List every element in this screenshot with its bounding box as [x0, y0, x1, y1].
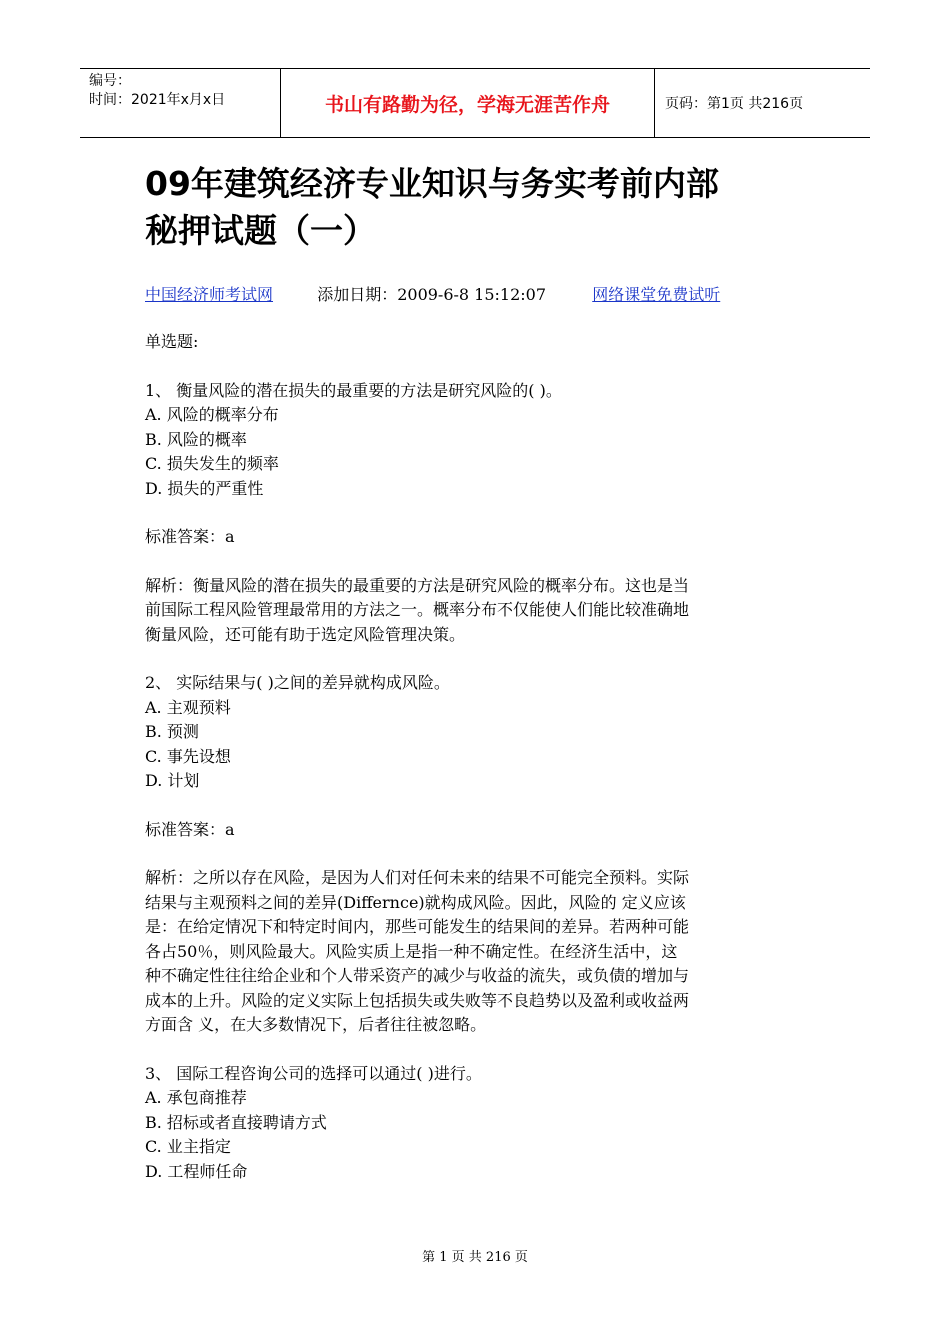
page-header — [80, 68, 870, 138]
option-b: B. 预测 — [145, 722, 199, 741]
analysis-2 — [145, 866, 805, 1038]
course-link[interactable]: 网络课堂免费试听 — [592, 285, 721, 304]
header-motto: 书山有路勤为径，学海无涯苦作舟 — [280, 69, 655, 137]
question-3 — [145, 1062, 805, 1185]
source-link[interactable]: 中国经济师考试网 — [145, 285, 274, 304]
option-a: A. 风险的概率分布 — [145, 405, 279, 424]
analysis-line: 各占50％，则风险最大。风险实质上是指一种不确定性。在经济生活中，这 — [145, 941, 678, 961]
option-b: B. 招标或者直接聘请方式 — [145, 1112, 327, 1132]
analysis-line: 是：在给定情况下和特定时间内，那些可能发生的结果间的差异。若两种可能 — [145, 917, 690, 936]
option-c: C. 业主指定 — [145, 1137, 231, 1156]
section-label: 单选题: — [145, 332, 199, 351]
answer-1: 标准答案：a — [145, 527, 235, 546]
analysis-line: 前国际工程风险管理最常用的方法之一。概率分布不仅能使人们能比较准确地 — [145, 600, 690, 619]
document-body — [145, 330, 805, 1208]
analysis-line: 解析：之所以存在风险，是因为人们对任何未来的结果不可能完全预料。实际 — [145, 868, 690, 887]
title-line-1: 09年建筑经济专业知识与务实考前内部 — [145, 164, 719, 203]
option-d: D. 损失的严重性 — [145, 478, 264, 498]
date-label: 时间：2021年x月x日 — [89, 92, 226, 108]
number-label: 编号： — [89, 73, 131, 89]
analysis-line: 成本的上升。风险的定义实际上包括损失或失败等不良趋势以及盈利或收益两 — [145, 990, 690, 1010]
option-c: C. 事先设想 — [145, 746, 231, 766]
analysis-line: 种不确定性往往给企业和个人带采资产的减少与收益的流失，或负债的增加与 — [145, 966, 690, 985]
header-page-info: 页码：第1页 共216页 — [665, 96, 804, 112]
question-stem: 2、 实际结果与( )之间的差异就构成风险。 — [145, 673, 450, 692]
header-info-cell — [80, 69, 280, 137]
question-2 — [145, 671, 805, 794]
analysis-1 — [145, 574, 805, 648]
answer-2: 标准答案：a — [145, 819, 235, 839]
analysis-line: 解析：衡量风险的潜在损失的最重要的方法是研究风险的概率分布。这也是当 — [145, 575, 690, 595]
analysis-line: 结果与主观预料之间的差异(Differnce)就构成风险。因此，风险的 定义应该 — [145, 892, 686, 912]
option-b: B. 风险的概率 — [145, 429, 247, 449]
added-date: 添加日期：2009-6-8 15:12:07 — [317, 285, 547, 304]
analysis-line: 方面含 义，在大多数情况下，后者往往被忽略。 — [145, 1015, 487, 1034]
question-stem: 1、 衡量风险的潜在损失的最重要的方法是研究风险的( )。 — [145, 380, 562, 400]
option-a: A. 主观预料 — [145, 697, 231, 717]
option-d: D. 工程师任命 — [145, 1161, 248, 1181]
page-footer: 第 1 页 共 216 页 — [422, 1250, 528, 1265]
article-meta — [145, 282, 720, 305]
document-title — [145, 160, 845, 254]
question-stem: 3、 国际工程咨询公司的选择可以通过( )进行。 — [145, 1063, 482, 1083]
option-a: A. 承包商推荐 — [145, 1088, 247, 1107]
title-line-2: 秘押试题（一） — [145, 211, 376, 250]
option-c: C. 损失发生的频率 — [145, 454, 279, 473]
analysis-line: 衡量风险，还可能有助于选定风险管理决策。 — [145, 624, 466, 644]
option-d: D. 计划 — [145, 771, 200, 790]
question-1 — [145, 379, 805, 502]
